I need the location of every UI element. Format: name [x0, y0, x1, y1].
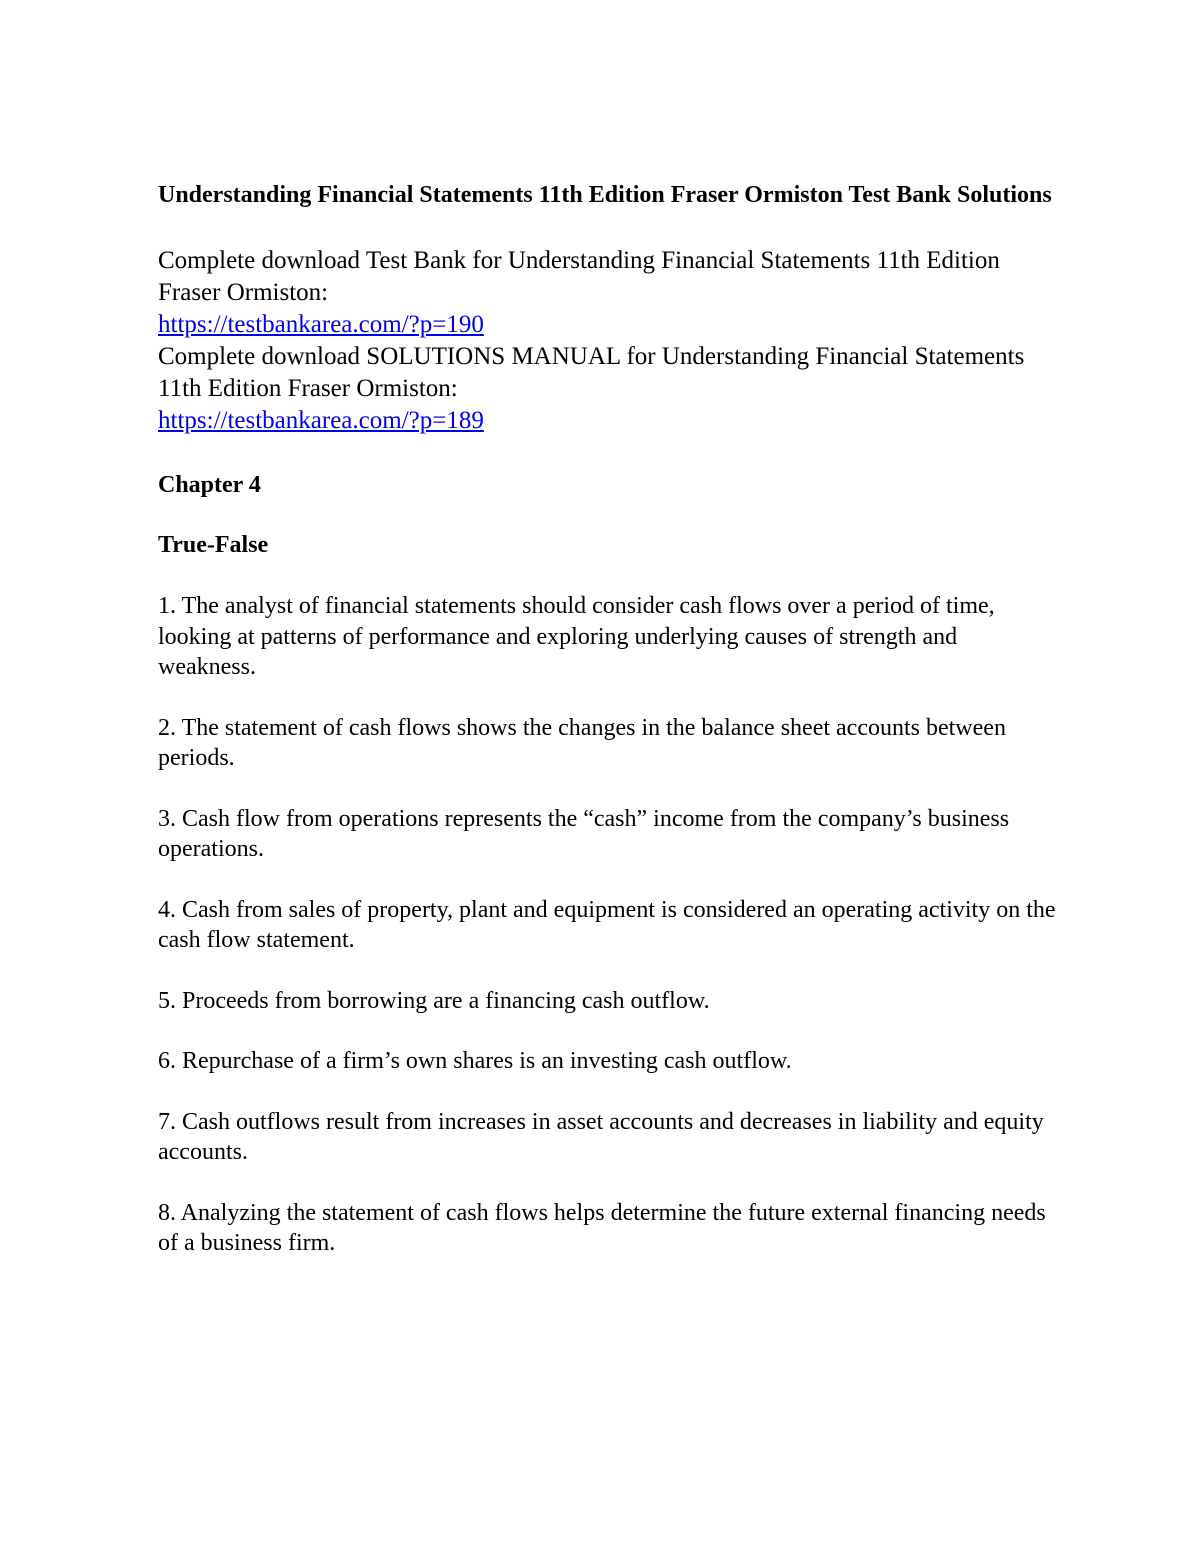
document-content [158, 180, 1058, 1289]
question-list [158, 591, 1058, 1259]
solutions-manual-text: Complete download SOLUTIONS MANUAL for Understanding Financial Statements 11th Edition Fraser Ormiston: [158, 343, 1025, 402]
document-title: Understanding Financial Statements 11th Edition Fraser Ormiston Test Bank Solutions [158, 182, 1052, 208]
test-bank-text: Complete download Test Bank for Understanding Financial Statements 11th Edition Fraser Ormiston: [158, 247, 1000, 306]
question-item-2: 2. The statement of cash flows shows the changes in the balance sheet accounts between periods. [158, 714, 1006, 771]
download-intro [158, 245, 1058, 437]
question-item-5: 5. Proceeds from borrowing are a financing cash outflow. [158, 987, 710, 1014]
question-item-4: 4. Cash from sales of property, plant and equipment is considered an operating activity on the cash flow statement. [158, 896, 1056, 953]
question-item-8: 8. Analyzing the statement of cash flows helps determine the future external financing needs of a business firm. [158, 1199, 1046, 1256]
chapter-heading: Chapter 4 [158, 472, 261, 498]
question-item-6: 6. Repurchase of a firm’s own shares is an investing cash outflow. [158, 1048, 792, 1074]
question-item-7: 7. Cash outflows result from increases in asset accounts and decreases in liability and equity accounts. [158, 1108, 1044, 1165]
test-bank-link[interactable]: https://testbankarea.com/?p=190 [158, 311, 484, 338]
solutions-manual-link[interactable]: https://testbankarea.com/?p=189 [158, 407, 484, 434]
true-false-heading: True-False [158, 532, 269, 558]
question-item-3: 3. Cash flow from operations represents the “cash” income from the company’s business operations. [158, 805, 1010, 862]
question-item-1: 1. The analyst of financial statements should consider cash flows over a period of time, looking at patterns of performance and exploring underlying causes of strength and weakness. [158, 593, 995, 680]
